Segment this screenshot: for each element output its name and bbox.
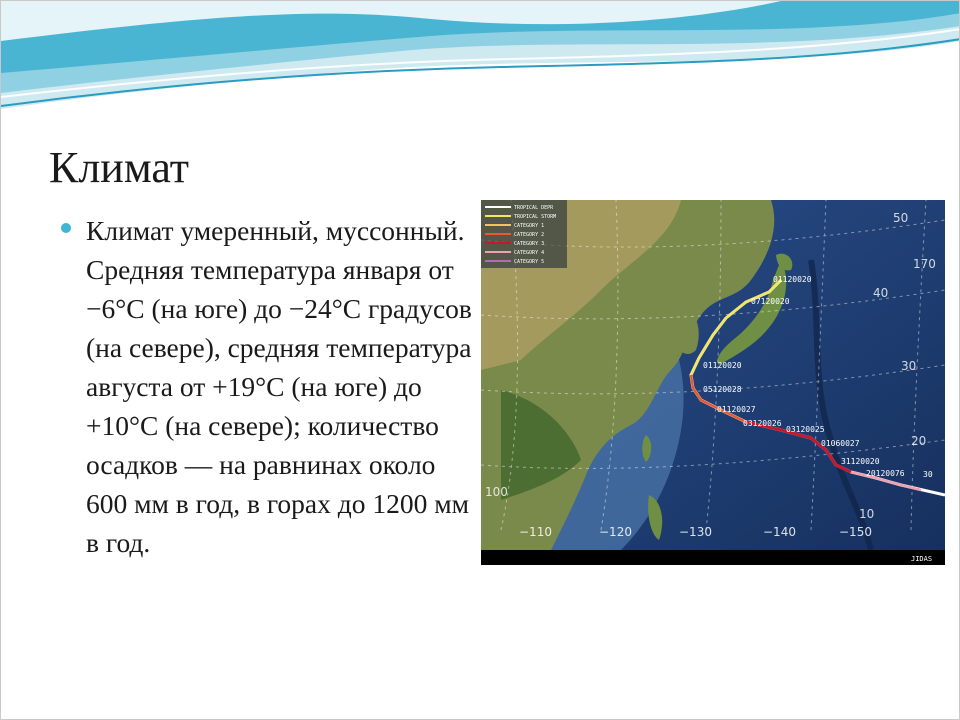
- legend-item: CATEGORY 3: [514, 241, 545, 247]
- lon-label: −140: [763, 525, 796, 539]
- track-label: 20120076: [866, 469, 905, 478]
- track-label: 01120020: [773, 275, 812, 284]
- lat-label: 40: [873, 286, 889, 300]
- edge-label: 170: [913, 257, 936, 271]
- track-label: 05120028: [703, 385, 742, 394]
- track-label: 07120020: [751, 297, 790, 306]
- lon-label: −150: [839, 525, 872, 539]
- lat-label: 20: [911, 434, 927, 448]
- track-label: 01060027: [821, 439, 860, 448]
- lat-label: 50: [893, 211, 909, 225]
- track-label: 01120020: [703, 361, 742, 370]
- track-label: 03120026: [743, 419, 782, 428]
- track-label: 01120027: [717, 405, 756, 414]
- lon-label: −110: [519, 525, 552, 539]
- typhoon-track-map: [481, 200, 945, 565]
- track-label: 31120020: [841, 457, 880, 466]
- lon-label: −120: [599, 525, 632, 539]
- legend-item: TROPICAL DEPR: [514, 205, 554, 211]
- legend-item: CATEGORY 4: [514, 250, 545, 256]
- map-credit: JIDAS: [911, 555, 933, 563]
- track-label: 03120025: [786, 425, 825, 434]
- edge-label: 100: [485, 485, 508, 499]
- lat-label: 10: [859, 507, 875, 521]
- bullet-icon: [61, 223, 71, 233]
- legend-item: TROPICAL STORM: [514, 214, 557, 220]
- lat-label: 30: [901, 359, 917, 373]
- legend-item: CATEGORY 1: [514, 223, 545, 229]
- header-wave-decoration: [1, 1, 960, 121]
- body-text: Климат умеренный, муссонный. Средняя температура января от −6°C (на юге) до −24°C градусов (на севере), средняя температура августа от +19°C (на юге) до +10°C (на севере); количество осадков — на равнинах около 600 мм в год, в горах до 1200 мм в год.: [86, 215, 472, 558]
- legend-item: CATEGORY 5: [514, 259, 545, 265]
- map-svg: [481, 200, 945, 565]
- slide-title: Климат: [49, 143, 190, 192]
- legend-item: CATEGORY 2: [514, 232, 545, 238]
- track-label: 30: [923, 470, 933, 479]
- lon-label: −130: [679, 525, 712, 539]
